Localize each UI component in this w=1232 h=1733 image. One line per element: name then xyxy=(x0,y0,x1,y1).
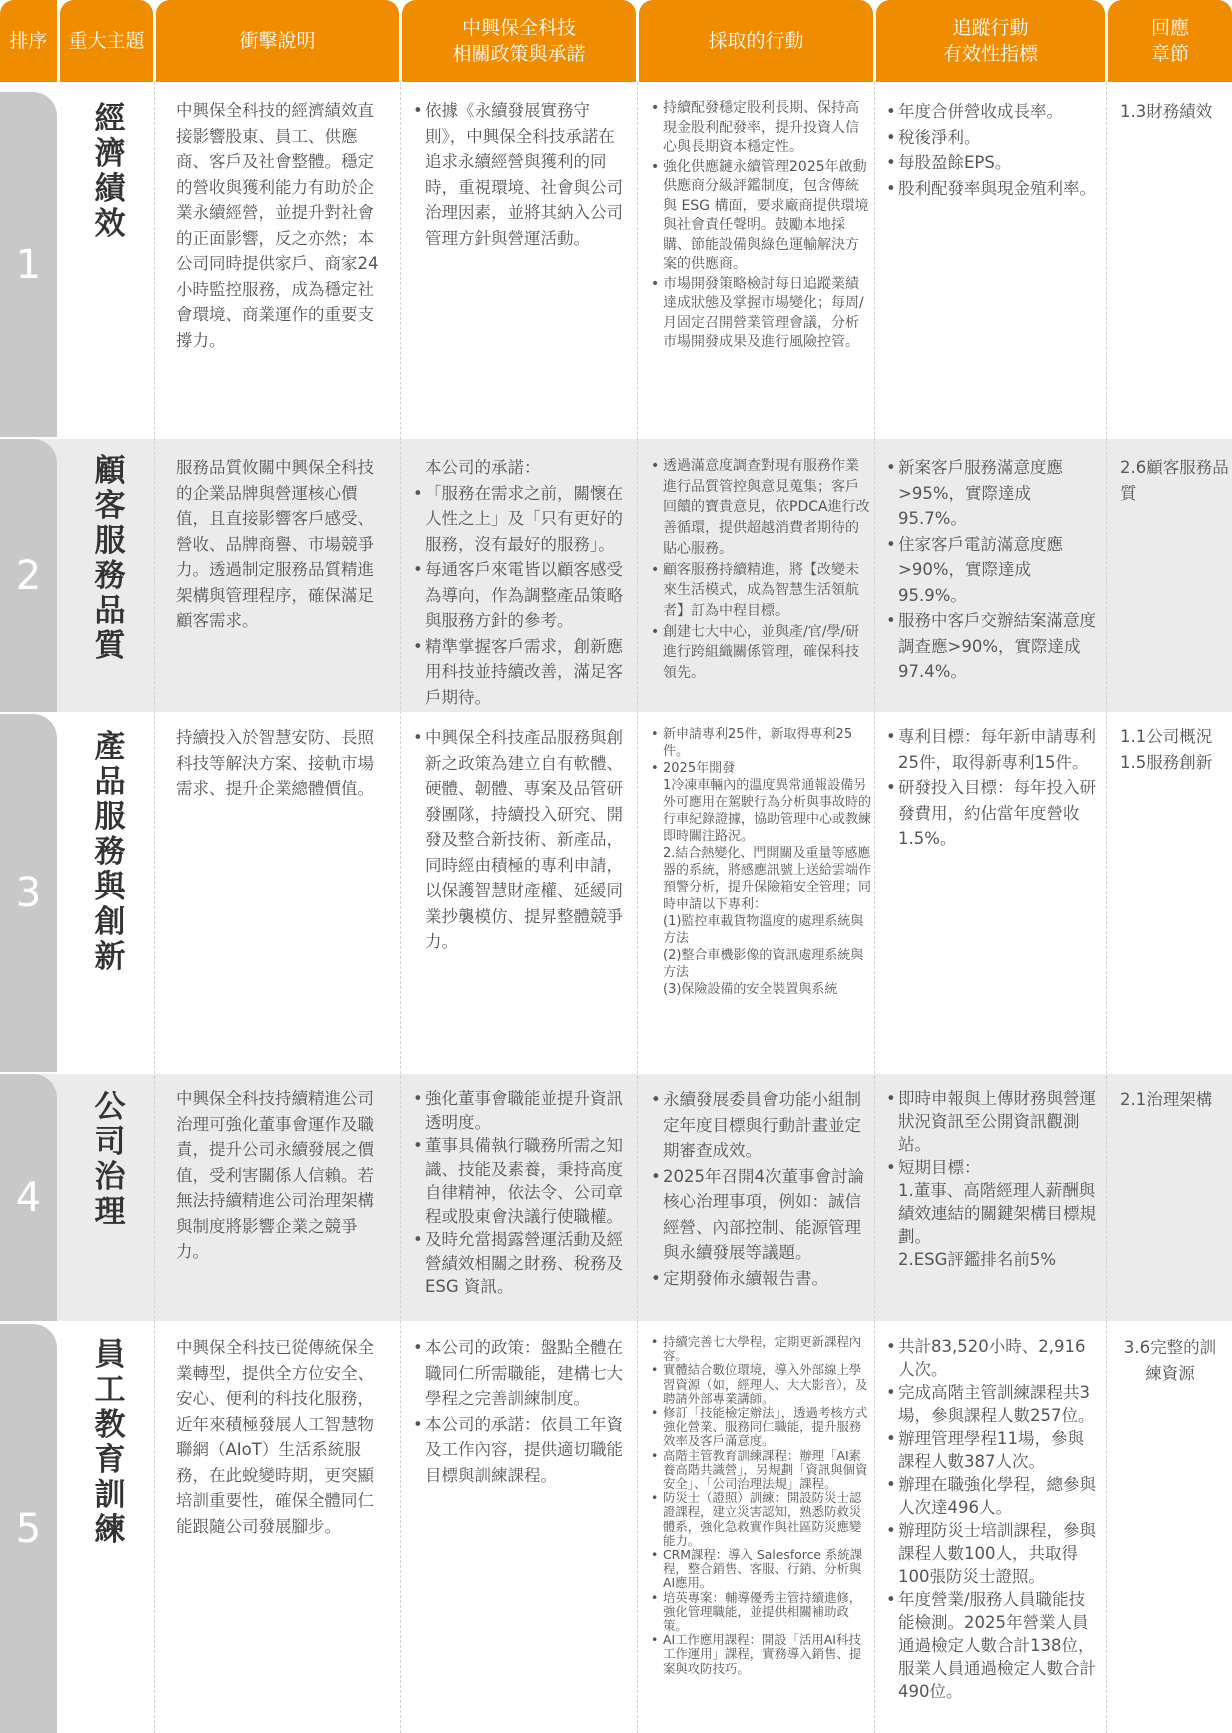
action-item: • 定期發佈永續報告書。 xyxy=(651,1266,871,1292)
metric-item: • 共計83,520小時、2,916人次。 xyxy=(886,1335,1096,1381)
impact-text: 中興保全科技的經濟績效直接影響股東、員工、供應商、客戶及社會整體。穩定的營收與獲利能力有助於企業永續經營，並提升對社會的正面影響，反之亦然；本公司同時提供家戶、商家24小時監控服務，成為穩定社會環境、商業運作的重要支撐力。 xyxy=(176,101,379,350)
header-policy-line2: 相關政策與承諾 xyxy=(452,43,586,65)
topic-char: 治 xyxy=(94,1159,126,1195)
action-subitem: (1)監控車載貨物溫度的處理系統與方法 xyxy=(663,914,864,946)
metric-item: • 股利配發率與現金殖利率。 xyxy=(886,176,1096,202)
topic-char: 效 xyxy=(94,206,126,242)
header-policy-line1: 中興保全科技 xyxy=(461,17,576,39)
metric-item: • 住家客戶電訪滿意度應>90%，實際達成95.9%。 xyxy=(886,532,1096,609)
action-item: • 永續發展委員會功能小組制定年度目標與行動計畫並定期審查成效。 xyxy=(651,1087,871,1164)
row-index: 2 xyxy=(0,439,57,712)
action-item: • CRM課程：導入 Salesforce 系統課程，整合銷售、客服、行銷、分析與AI應用。 xyxy=(651,1548,871,1591)
policy-list xyxy=(413,1087,633,1299)
metric-item: • 辦理防災士培訓課程，參與課程人數100人，共取得100張防災士證照。 xyxy=(886,1519,1096,1588)
actions-list xyxy=(651,99,871,353)
impact-text: 持續投入於智慧安防、長照科技等解決方案、接軌市場需求、提升企業總體價值。 xyxy=(176,728,374,798)
topic-char: 品 xyxy=(94,593,126,629)
metrics-list xyxy=(886,1087,1096,1271)
action-subitem: (3)保險設備的安全裝置與系統 xyxy=(663,982,838,997)
actions-list xyxy=(651,456,871,684)
header-impact-label: 衝擊說明 xyxy=(239,30,316,52)
header-order xyxy=(0,0,57,82)
header-order-label: 排序 xyxy=(9,30,48,52)
impact-text: 中興保全科技已從傳統保全業轉型，提供全方位安全、安心、便利的科技化服務，近年來積極發展人工智慧物聯網（AIoT）生活系統服務，在此蛻變時期，更突顯培訓重要性，確保全體同仁能跟隨公司發展腳步。 xyxy=(176,1338,374,1536)
topic-char: 教 xyxy=(94,1407,126,1443)
metric-item: • 每股盈餘EPS。 xyxy=(886,150,1096,176)
topic-title xyxy=(90,1338,130,1548)
topic-char: 司 xyxy=(94,1124,126,1160)
policy-item: • 中興保全科技產品服務與創新之政策為建立自有軟體、硬體、韌體、專案及品管研發團隊，持續投入研究、開發及整合新技術、新產品，同時經由積極的專利申請，以保護智慧財產權、延緩同業抄襲模仿、提昇整體競爭力。 xyxy=(413,725,633,955)
action-subitem: 2.結合熱變化、門開關及重量等感應器的系統，將感應訊號上送給雲端作預警分析，提升保險箱安全管理；同時申請以下專利： xyxy=(663,846,872,912)
action-item: • 培英專案：輔導優秀主管持續進修，強化管理職能，並提供相關補助政策。 xyxy=(651,1591,871,1634)
policy-item: • 本公司的政策：盤點全體在職同仁所需職能，建構七大學程之完善訓練制度。 xyxy=(413,1335,633,1412)
chapter-line: 1.1公司概況 xyxy=(1120,727,1213,746)
chapter-ref: 2.1治理架構 xyxy=(1120,1090,1213,1109)
action-subitem: (2)整合車機影像的資訊處理系統與方法 xyxy=(663,948,864,980)
topic-title xyxy=(90,730,130,975)
policy-item: • 「服務在需求之前，關懷在人性之上」及「只有更好的服務，沒有最好的服務」。 xyxy=(413,481,633,558)
policy-list xyxy=(413,725,633,955)
header-metrics-line2: 有效性指標 xyxy=(942,43,1038,65)
topic-title xyxy=(90,454,130,664)
metric-item: • 年度合併營收成長率。 xyxy=(886,99,1096,125)
metric-item: • 專利目標：每年新申請專利25件，取得新專利15件。 xyxy=(886,724,1096,775)
metrics-list xyxy=(886,99,1096,201)
topic-title xyxy=(90,1090,130,1230)
action-item: • 新申請專利25件，新取得專利25件。 xyxy=(651,726,871,760)
header-topic xyxy=(60,0,153,82)
topic-char: 育 xyxy=(94,1442,126,1478)
action-item: • 高階主管教育訓練課程：辦理「AI素養高階共識營」，另規劃「資訊與個資安全」、「公司治理法規」課程。 xyxy=(651,1449,871,1492)
header-chapter-line2: 章節 xyxy=(1150,43,1189,65)
topic-char: 質 xyxy=(94,628,126,664)
policy-list xyxy=(413,455,633,710)
header-impact xyxy=(156,0,399,82)
action-item: • 實體結合數位環境，導入外部線上學習資源（如，經理人、大大影音），及聘請外部專業講師。 xyxy=(651,1363,871,1406)
action-item: • 2025年召開4次董事會討論核心治理事項，例如：誠信經營、內部控制、能源管理與永續發展等議題。 xyxy=(651,1164,871,1266)
policy-item: • 每通客戶來電皆以顧客感受為導向，作為調整產品策略與服務方針的參考。 xyxy=(413,557,633,634)
topic-char: 與 xyxy=(94,869,126,905)
metrics-list xyxy=(886,455,1096,685)
action-item: • 修訂「技能檢定辦法」，透過考核方式強化營業、服務同仁職能，提升服務效率及客戶滿意度。 xyxy=(651,1406,871,1449)
topic-char: 品 xyxy=(94,764,126,800)
header-actions-label: 採取的行動 xyxy=(708,30,804,52)
header-metrics-line1: 追蹤行動 xyxy=(952,17,1029,39)
action-item: • 持續配發穩定股利長期、保持高現金股利配發率，提升投資人信心與長期資本穩定性。 xyxy=(651,99,871,158)
action-item: • 透過滿意度調查對現有服務作業進行品質管控與意見蒐集；客戶回饋的寶貴意見，依PDCA進行改善循環，提供超越消費者期待的貼心服務。 xyxy=(651,456,871,560)
topic-char: 顧 xyxy=(94,453,126,489)
header-actions xyxy=(639,0,873,82)
action-item: • 市場開發策略檢討每日追蹤業績達成狀態及掌握市場變化；每周/月固定召開營業管理會議，分析市場開發成果及進行風險控管。 xyxy=(651,275,871,353)
policy-list xyxy=(413,1335,633,1488)
topic-char: 新 xyxy=(94,939,126,975)
topic-char: 練 xyxy=(94,1512,126,1548)
policy-intro: 本公司的承諾： xyxy=(425,458,541,477)
policy-item: • 依據《永續發展實務守則》，中興保全科技承諾在追求永續經營與獲利的同時，重視環境、社會與公司治理因素，並將其納入公司管理方針與營運活動。 xyxy=(413,98,628,251)
actions-list xyxy=(651,1335,871,1676)
column-divider xyxy=(637,82,638,1733)
metric-subitem: 2.ESG評鑑排名前5% xyxy=(898,1250,1057,1269)
metric-item: • 稅後淨利。 xyxy=(886,125,1096,151)
action-item: • 顧客服務持續精進，將【改變未來生活模式，成為智慧生活領航者】訂為中程目標。 xyxy=(651,560,871,622)
metric-item: • 服務中客戶交辦結案滿意度調查應>90%，實際達成97.4%。 xyxy=(886,608,1096,685)
topic-char: 務 xyxy=(94,834,126,870)
topic-char: 服 xyxy=(94,799,126,835)
metrics-list xyxy=(886,724,1096,852)
row-index: 4 xyxy=(0,1074,57,1321)
chapter-line: 1.5服務創新 xyxy=(1120,752,1213,772)
impact-text: 中興保全科技持續精進公司治理可強化董事會運作及職責，提升公司永續發展之價值，受利害關係人信賴。若無法持續精進公司治理架構與制度將影響企業之競爭力。 xyxy=(176,1089,374,1261)
policy-list xyxy=(413,98,628,251)
metric-item: • 年度營業/服務人員職能技能檢測。2025年營業人員通過檢定人數合計138位，服業人員通過檢定人數合計490位。 xyxy=(886,1588,1096,1703)
metric-subitem: 1.董事、高階經理人薪酬與績效連結的關鍵架構目標規劃。 xyxy=(898,1181,1096,1246)
chapter-ref: 2.6顧客服務品質 xyxy=(1120,458,1229,503)
metric-item: • 即時申報與上傳財務與營運狀況資訊至公開資訊觀測站。 xyxy=(886,1087,1096,1156)
header-chapter xyxy=(1108,0,1232,82)
actions-list xyxy=(651,1087,871,1291)
row-index: 3 xyxy=(0,714,57,1072)
column-divider xyxy=(874,82,875,1733)
metric-item: • 完成高階主管訓練課程共3場，參與課程人數257位。 xyxy=(886,1381,1096,1427)
header-policy xyxy=(402,0,636,82)
header-metrics xyxy=(876,0,1105,82)
action-item: • 強化供應鏈永續管理2025年啟動供應商分級評鑑制度，包含傳統與 ESG 構面，要求廠商提供環境與社會責任聲明。鼓勵本地採購、節能設備與綠色運輸解決方案的供應商。 xyxy=(651,158,871,275)
impact-text: 服務品質攸關中興保全科技的企業品牌與營運核心價值，且直接影響客戶感受、營收、品牌商譽、市場競爭力。透過制定服務品質精進架構與管理程序，確保滿足顧客需求。 xyxy=(176,458,374,630)
topic-char: 訓 xyxy=(94,1477,126,1513)
actions-sublist xyxy=(651,777,871,998)
metric-item: • 短期目標： xyxy=(886,1156,1096,1179)
action-item: • 持續完善七大學程，定期更新課程內容。 xyxy=(651,1335,871,1363)
column-divider xyxy=(1106,82,1107,1733)
policy-item: • 本公司的承諾：依員工年資及工作內容，提供適切職能目標與訓練課程。 xyxy=(413,1412,633,1489)
metric-item: • 研發投入目標：每年投入研發費用，約佔當年度營收1.5%。 xyxy=(886,775,1096,852)
topic-char: 客 xyxy=(94,488,126,524)
action-subitem: 1冷凍車輛內的溫度異常通報設備另外可應用在駕駛行為分析與事故時的行車紀錄證據，協助管理中心或教練即時關注路況。 xyxy=(663,778,872,844)
action-item: • 創建七大中心，並與產/官/學/研進行跨組織關係管理，確保科技領先。 xyxy=(651,622,871,684)
topic-char: 理 xyxy=(94,1194,126,1230)
topic-char: 服 xyxy=(94,523,126,559)
header-topic-label: 重大主題 xyxy=(68,30,145,52)
topic-char: 績 xyxy=(94,171,126,207)
metric-item: • 辦理在職強化學程，總參與人次達496人。 xyxy=(886,1473,1096,1519)
policy-item: • 強化董事會職能並提升資訊透明度。 xyxy=(413,1087,633,1134)
topic-char: 員 xyxy=(94,1337,126,1373)
topic-char: 公 xyxy=(94,1089,126,1125)
metrics-sublist xyxy=(886,1179,1096,1271)
topic-char: 務 xyxy=(94,558,126,594)
metrics-list xyxy=(886,1335,1096,1703)
row-index: 5 xyxy=(0,1324,57,1733)
topic-char: 濟 xyxy=(94,136,126,172)
chapter-ref: 1.3財務績效 xyxy=(1120,102,1213,121)
chapter-ref xyxy=(1120,724,1230,775)
action-item: • 防災士（證照）訓練：開設防災士認證課程，建立災害認知，熟悉防救災體系，強化急救實作與社區防災應變能力。 xyxy=(651,1491,871,1548)
topic-char: 產 xyxy=(94,729,126,765)
policy-item: • 及時允當揭露營運活動及經營績效相關之財務、稅務及 ESG 資訊。 xyxy=(413,1228,633,1299)
topic-char: 經 xyxy=(94,101,126,137)
topic-char: 工 xyxy=(94,1372,126,1408)
policy-item: • 董事具備執行職務所需之知識、技能及素養，秉持高度自律精神，依法令、公司章程或股東會決議行使職權。 xyxy=(413,1134,633,1228)
topic-char: 創 xyxy=(94,904,126,940)
policy-item: • 精準掌握客戶需求，創新應用科技並持續改善，滿足客戶期待。 xyxy=(413,634,633,711)
column-divider xyxy=(400,82,401,1733)
column-divider xyxy=(154,82,155,1733)
actions-list xyxy=(651,726,871,998)
action-item: • AI工作應用課程：開設「活用AI科技工作運用」課程，實務導入銷售、提案與攻防技巧。 xyxy=(651,1633,871,1676)
chapter-ref: 3.6完整的訓練資源 xyxy=(1123,1338,1217,1383)
action-item: • 2025年開發 xyxy=(651,760,871,777)
metric-item: • 辦理管理學程11場，參與課程人數387人次。 xyxy=(886,1427,1096,1473)
header-chapter-line1: 回應 xyxy=(1150,17,1189,39)
topic-title xyxy=(90,102,130,242)
row-index: 1 xyxy=(0,92,57,437)
metric-item: • 新案客戶服務滿意度應>95%，實際達成95.7%。 xyxy=(886,455,1096,532)
